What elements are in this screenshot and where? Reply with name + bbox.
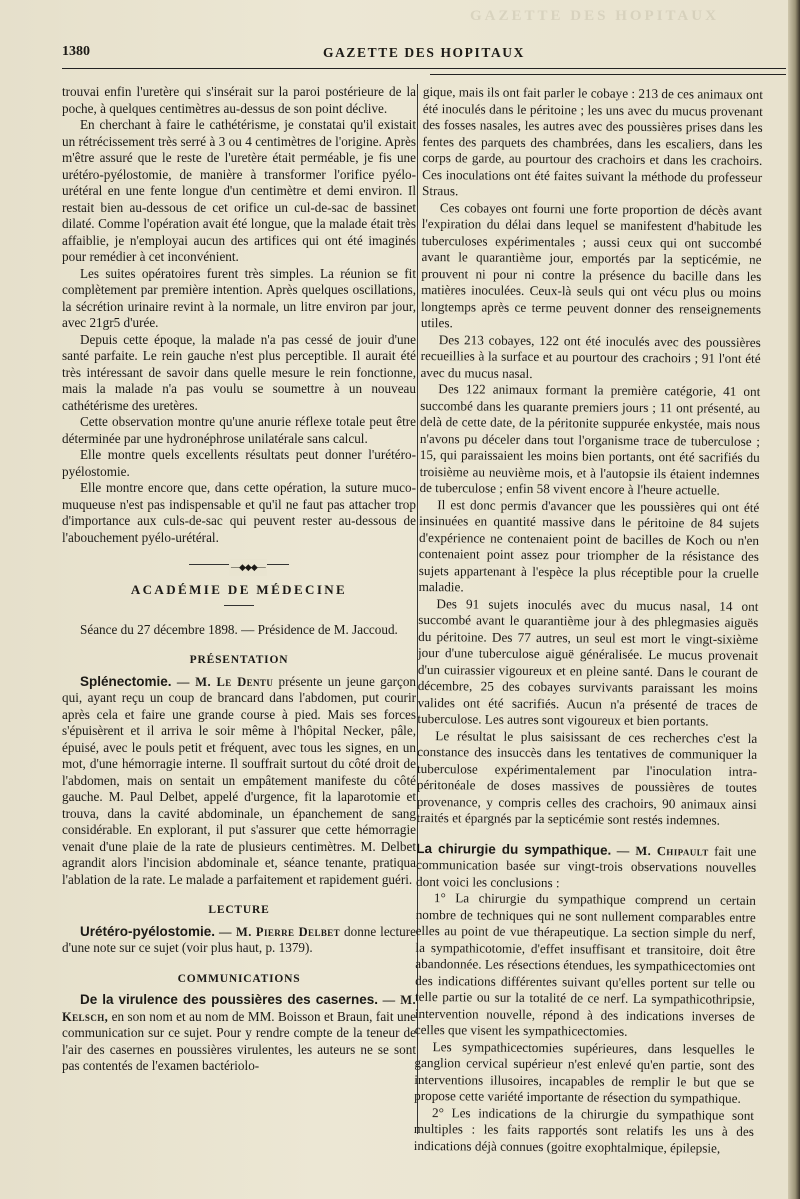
paragraph: Ces cobayes ont fourni une forte proportion de décès avant l'expiration du délai dans lequel se manifestent d'habitude les tuberculoses expérimentales ; aussi ceux qui ont succombé avant le quarantième jour, emportés par la septicémie, ne prouvent ni pour ni contre la présence du bacille dans les matières inoculées. Ceux-là seuls qui ont vécu plus ou moins longtemps après ce terme peuvent donner des renseignements utiles. (420, 199, 762, 331)
article-text: donne lecture d'une note sur ce sujet (voir plus haut, p. 1379). (62, 923, 417, 955)
article-ureteropyelostomie (62, 924, 416, 957)
article-text: présente un jeune garçon qui, ayant reçu un coup de brancard dans l'abdomen, put courir après cela et faire une grande course à pied. Mais ses forces s'épuisèrent et il arriva le soir même à l'hôpital Necker, pâle, épuisé, avec le pouls petit et fréquent, avec tous les signes, en un mot, d'une hémorragie interne. Il souffrait surtout du côté droit de l'abdomen, mais on sentait un empâtement manifeste du côté gauche. M. Paul Delbet, appelé d'urgence, fit la laparotomie et trouva, dans la cavité abdominale, un épanchement de sang considérable. En explorant, il put s'assurer que cette hémorragie venait d'une plaie de la rate de plusieurs centimètres. M. Delbet agrandit alors l'incision abdominale et, séance tenante, pratiqua l'ablation de la rate. Le malade a parfaitement et rapidement guéri. (62, 673, 417, 887)
show-through-text: GAZETTE DES HOPITAUX (470, 8, 719, 24)
conclusion-item: 1° La chirurgie du sympathique comprend un certain nombre de techniques qui ne sont nullement comparables entre elles au point de vue thérapeutique. La section simple du nerf, la sympathicotomie, d'effet insuffisant et transitoire, doit être abandonnée. Les résections étendues, les sympathicectomies ont des indications différentes suivant qu'elles portent sur telle ou telle partie ou sur la totalité de ce nerf. La sympathicothripsie, intervention nouvelle, répond à des indications inverses de celles que visent les sympathicectomies. (414, 890, 756, 1039)
article-author: — M. Kelsch, (62, 993, 416, 1024)
ornament-divider: —◆◆◆— (189, 560, 289, 568)
paragraph: Des 91 sujets inoculés avec du mucus nasal, 14 ont succombé avant le quarantième jour à des phlegmasies aiguës du péritoine. Des 77 autres, un seul est mort le vingt-sixième jour d'une tuberculose aiguë généralisée. Le mucus provenait d'un cuirassier vigoureux et en pleine santé. Dans le courant de décembre, 25 des cobayes survivants paraissant les moins valides ont été sacrifiés. Aucun n'a présenté de traces de tuberculose. Les autres sont vigoureux et bien portants. (417, 595, 759, 729)
paragraph: Les suites opératoires furent très simples. La réunion se fit complètement par première intention. Après quelques oscillations, la sécrétion urinaire revint à la normale, un litre environ par jour, avec 21gr5 d'urée. (62, 265, 416, 330)
paragraph: Il est donc permis d'avancer que les poussières qui ont été insinuées en quantité massive dans le péritoine de 84 sujets d'expérience ne contenaient point de bacilles de Koch ou n'en contenaient point assez pour triompher de la résistance des sujets appartenant à l'espèce la plus réceptible pour la cruelle maladie. (418, 496, 760, 595)
article-lead: De la virulence des poussières des casernes. (80, 992, 379, 1007)
paragraph: Des 213 cobayes, 122 ont été inoculés avec des poussières recueillies à la surface et au pourtour des crachoirs ; 91 l'ont été avec du mucus nasal. (420, 331, 761, 381)
paragraph: gique, mais ils ont fait parler le cobaye : 213 de ces animaux ont été inoculés dans le péritoine ; les uns avec du mucus provenant des fosses nasales, les autres avec des poussières prises dans les fentes des parquets des chambrées, dans les escaliers, dans les corps de garde, au pourtour des crachoirs et dans les crachoirs. Ces inoculations ont été faites suivant la méthode du professeur Straus. (422, 84, 763, 199)
paragraph: Des 122 animaux formant la première catégorie, 41 ont succombé dans les quarante premiers jours ; 11 ont présenté, au delà de cette date, de la péritonite suppurée enkystée, mais nous n'avons pu déceler dans tout l'organisme trace de tuberculose ; 15, qui paraissaient les moins bien portants, ont été sacrifiés du troisième au neuvième mois, et à l'autopsie ils étaient indemnes de tuberculose ; enfin 58 vivent encore à l'heure actuelle. (419, 381, 761, 498)
article-author: — M. Le Dentu (176, 674, 274, 689)
article-author: — M. Pierre Delbet (218, 924, 341, 939)
journal-title: GAZETTE DES HOPITAUX (322, 45, 526, 60)
article-lead: Urétéro-pyélostomie. (80, 923, 216, 939)
paragraph: Depuis cette époque, la malade n'a pas cessé de jouir d'une santé parfaite. Le rein gauche n'est plus perceptible. Il aurait été très intéressant de savoir dans quelle mesure le rein fonctionne, mais la malade n'a pas voulu se soumettre à un nouveau cathétérisme des uretères. (62, 331, 416, 413)
section-title: ACADÉMIE DE MÉDECINE (130, 582, 348, 597)
header-rule-short (430, 74, 786, 75)
left-column (62, 84, 416, 1075)
subsection-heading: PRÉSENTATION (189, 654, 289, 666)
paragraph: Cette observation montre qu'une anurie réflexe totale peut être déterminée par une hydronéphrose unilatérale sans calcul. (62, 414, 416, 446)
article-text: fait une communication basée sur vingt-trois observations nouvelles dont voici les conclusions : (415, 843, 757, 890)
page-edge-shadow (788, 0, 800, 1199)
paragraph: trouvai enfin l'uretère qui s'insérait sur la paroi postérieure de la poche, à quelques centimètres au-dessus de son point déclive. (62, 84, 416, 116)
article-lead: La chirurgie du sympathique. (416, 840, 612, 858)
paragraph: Elle montre quels excellents résultats peut donner l'urétéro-pyélostomie. (62, 447, 416, 479)
paragraph: Le résultat le plus saisissant de ces recherches c'est la constance des insuccès dans les tentatives de communiquer la tuberculose expérimentalement par l'inoculation intra-péritonéale de doses massives de poussières de toutes provenance, y compris celles des crachoirs, 90 animaux ainsi traités et épargnés par la septicémie sont restés indemnes. (416, 727, 758, 828)
article-sympathique (416, 840, 756, 892)
seance-line: Séance du 27 décembre 1898. — Présidence de M. Jaccoud. (80, 621, 398, 637)
page-number: 1380 (62, 44, 90, 59)
article-virulence (62, 992, 416, 1075)
article-author: — M. Chipault (616, 843, 709, 859)
article-splenectomie (62, 674, 416, 889)
paragraph: En cherchant à faire le cathétérisme, je constatai qu'il existait un rétrécissement très serré à 3 ou 4 centimètres de l'origine. Après m'être assuré que le reste de l'uretère était perméable, je fis une urétéro-pyélostomie, de manière à transformer l'orifice pyélo-urétéral en une fente longue d'un centimètre et demi environ. Il restait bien au-dessous de cet orifice un cul-de-sac de bassinet dilaté. Comme l'opération avait été longue, que la malade était très affaiblie, je n'employai aucun des artifices qui ont été imaginés pour remédier à cet inconvénient. (62, 117, 416, 264)
paragraph: Elle montre encore que, dans cette opération, la suture muco-muqueuse n'est pas indispensable et qu'il ne faut pas attacher trop d'importance aux culs-de-sac qui peuvent rester au-dessous de l'abouchement pyélo-urétéral. (62, 480, 416, 545)
page-header (62, 44, 786, 64)
conclusion-item: Les sympathicectomies supérieures, dans lesquelles le ganglion cervical supérieur n'est enlevé qu'en partie, sont des interventions illusoires, incapables de remplir le but que se propose cette variété importante de résection du sympathique. (414, 1038, 755, 1106)
subsection-heading: COMMUNICATIONS (177, 972, 301, 985)
article-lead: Splénectomie. (80, 673, 172, 689)
conclusion-item: 2° Les indications de la chirurgie du sympathique sont multiples : les faits rapportés sont relatifs les uns à des indications déjà connues (goitre exophtalmique, épilepsie, (413, 1104, 755, 1156)
article-text: en son nom et au nom de MM. Boisson et Braun, fait une communication sur ce sujet. Pour y rendre compte de la teneur de l'air des casernes en poussières virulentes, les auteurs ne se sont pas contentés de l'examen bactériolo- (62, 1008, 416, 1073)
right-column (414, 84, 763, 1157)
header-rule (62, 68, 786, 69)
subsection-heading: LECTURE (208, 904, 270, 916)
section-rule (224, 605, 254, 606)
